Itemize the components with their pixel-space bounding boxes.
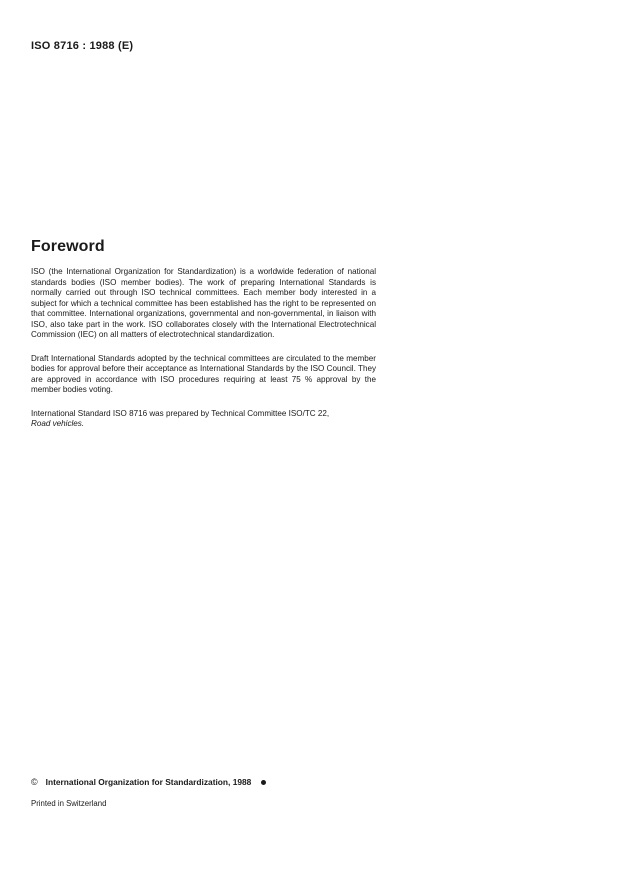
printed-in-text: Printed in Switzerland — [31, 799, 107, 808]
prepared-by-text: International Standard ISO 8716 was prepared by Technical Committee ISO/TC 22, — [31, 408, 330, 418]
foreword-section — [31, 238, 376, 443]
foreword-paragraph-1: ISO (the International Organization for Standardization) is a worldwide federation of national standards bodies (ISO member bodies). The work of preparing International Standards is normally carried out through ISO technical committees. Each member body interested in a subject for which a technical committee has been established has the right to be represented on that committee. International organizations, governmental and non-governmental, in liaison with ISO, also take part in the work. ISO collaborates closely with the International Electrotechnical Commission (IEC) on all matters of electrotechnical standardization. — [31, 267, 376, 339]
copyright-icon: © — [31, 777, 38, 787]
committee-name: Road vehicles. — [31, 419, 85, 428]
foreword-paragraph-3 — [31, 409, 376, 430]
foreword-title: Foreword — [31, 238, 105, 255]
bullet-icon — [261, 780, 266, 785]
foreword-paragraph-2: Draft International Standards adopted by the technical committees are circulated to the member bodies for approval before their acceptance as International Standards by the ISO Council. They are approved in accordance with ISO procedures requiring at least 75 % approval by the member bodies voting. — [31, 353, 376, 394]
copyright-line — [31, 777, 266, 787]
document-header: ISO 8716 : 1988 (E) — [31, 40, 134, 52]
copyright-text: International Organization for Standardization, 1988 — [45, 777, 252, 787]
